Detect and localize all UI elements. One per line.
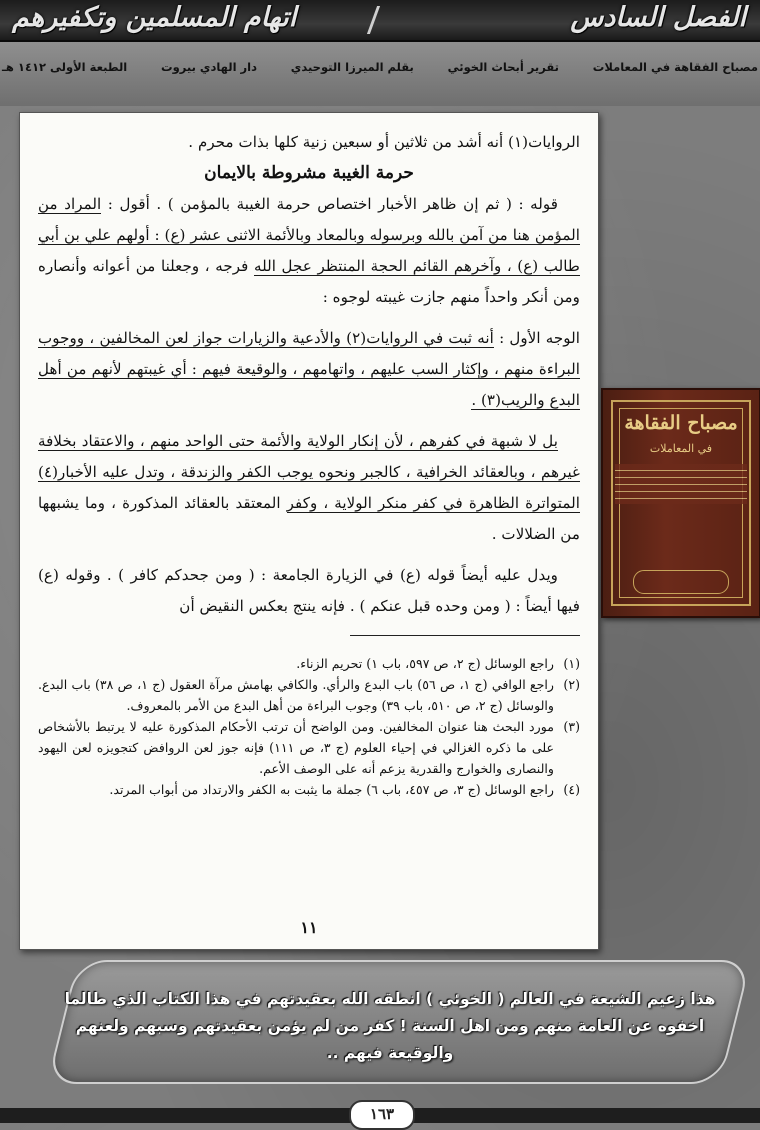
book-cover-image <box>601 388 760 618</box>
footnote-text: مورد البحث هنا عنوان المخالفين. ومن الواضح أن ترتب الأحكام المذكورة عليه لا يرتبط بالأشخاص على ما ذكره الغزالي في إحياء العلوم (ج ٣، ص ١١١) فإنه جوز لعن الروافض كتجويزه لعن اليهود والنصارى والخوارج والقدرية يزعم أنه على الوصف الأعم. <box>38 719 555 776</box>
cover-text-lines <box>615 464 747 504</box>
section-heading: حرمة الغيبة مشروطة بالايمان <box>204 163 414 183</box>
biblio-book: مصباح الفقاهة في المعاملات <box>592 60 758 74</box>
top-header-band <box>0 0 760 42</box>
chapter-subtitle: اتهام المسلمين وتكفيرهم <box>12 2 297 33</box>
paragraph-1 <box>38 189 580 313</box>
footnotes <box>38 653 580 800</box>
cover-title: مصباح الفقاهة <box>624 412 738 434</box>
footnote <box>38 716 580 779</box>
cover-subtitle: في المعاملات <box>649 442 713 455</box>
paragraph-1-end: فرجه ، وجعلنا من أعوانه وأنصاره ومن أنكر واحداً منهم جازت غيبته لوجوه : <box>38 257 580 306</box>
footnote-number: (٤) <box>563 782 580 797</box>
footnote <box>38 674 580 716</box>
footnote-number: (١) <box>563 656 580 671</box>
footnote-rule <box>350 635 580 636</box>
page-number: ١١ <box>300 918 318 937</box>
folio-number: ١٦٣ <box>349 1100 415 1130</box>
footnote <box>38 779 580 800</box>
footnote-text: راجع الوافي (ج ١، ص ٥٦) باب البدع والرأي. والكافي بهامش مرآة العقول (ج ١، ص ٣٨) باب البدع. والوسائل (ج ٢، ص ٥١٠، باب ٣٩) وجوب البراءة من أهل البدع من الأمر بالمعروف. <box>38 677 555 713</box>
footnote-number: (٢) <box>563 677 580 692</box>
paragraph-2 <box>38 323 580 416</box>
biblio-report: تقرير أبحاث الخوئي <box>447 60 559 74</box>
cover-ornament <box>633 570 729 594</box>
opening-line: الروايات(١) أنه أشد من ثلاثين أو سبعين زنية كلها بذات محرم . <box>188 133 580 151</box>
page-body <box>38 127 580 622</box>
caption-text: هذا زعيم الشيعة في العالم ( الخوئي ) انطقه الله بعقيدتهم في هذا الكتاب الذي طالما اخفوه عن العامة منهم ومن اهل السنة ! كفر من لم يؤمن بعقيدتهم وسبهم ولعنهم والوقيعة فيهم .. <box>64 990 716 1062</box>
biblio-edition: الطبعة الأولى ١٤١٢ هـ <box>2 60 128 74</box>
footnote <box>38 653 580 674</box>
paragraph-3-end: المعتقد بالعقائد المذكورة ، وما يشبهها من الضلالات . <box>38 494 580 543</box>
header-divider <box>367 6 380 34</box>
paragraph-2-underlined: أنه ثبت في الروايات(٢) والأدعية والزيارات جواز لعن المخالفين ، ووجوب البراءة منهم ، وإكثار السب عليهم ، واتهامهم ، والوقيعة فيهم : أي غيبتهم لأنهم من أهل البدع والريب(٣) . <box>38 329 580 409</box>
bibliographic-band <box>0 42 760 106</box>
paragraph-1-underlined: المراد من المؤمن هنا من آمن بالله وبرسوله وبالمعاد وبالأئمة الاثنى عشر (ع) : أولهم علي بن أبي طالب (ع) ، وآخرهم القائم الحجة المنتظر عجل الله <box>38 195 580 275</box>
footnote-number: (٣) <box>563 719 580 734</box>
paragraph-3-underlined: بل لا شبهة في كفرهم ، لأن إنكار الولاية والأئمة حتى الواحد منهم ، والاعتقاد بخلافة غيرهم ، وبالعقائد الخرافية ، كالجبر ونحوه يوجب الكفر والزندقة ، وتدل عليه الأخبار(٤) المتواترة الظاهرة في كفر منكر الولاية ، وكفر <box>38 432 580 512</box>
paragraph-1-start: قوله : ( ثم إن ظاهر الأخبار اختصاص حرمة الغيبة بالمؤمن ) . أقول : <box>101 195 559 213</box>
biblio-publisher: دار الهادي بيروت <box>161 60 257 74</box>
biblio-author: بقلم الميرزا التوحيدي <box>290 60 414 74</box>
footnote-text: راجع الوسائل (ج ٣، ص ٤٥٧، باب ٦) جملة ما يثبت به الكفر والارتداد من أبواب المرتد. <box>109 782 554 797</box>
paragraph-2-start: الوجه الأول : <box>493 329 581 347</box>
chapter-title: الفصل السادس <box>570 2 746 33</box>
footnote-text: راجع الوسائل (ج ٢، ص ٥٩٧، باب ١) تحريم الزناء. <box>296 656 554 671</box>
bibliographic-line <box>0 60 760 74</box>
paragraph-4: ويدل عليه أيضاً قوله (ع) في الزيارة الجامعة : ( ومن جحدكم كافر ) . وقوله (ع) فيها أيضاً : ( ومن وحده قبل عنكم ) . فإنه ينتج بعكس النقيض أن <box>38 566 580 615</box>
scanned-book-page <box>19 112 599 950</box>
paragraph-3 <box>38 426 580 550</box>
